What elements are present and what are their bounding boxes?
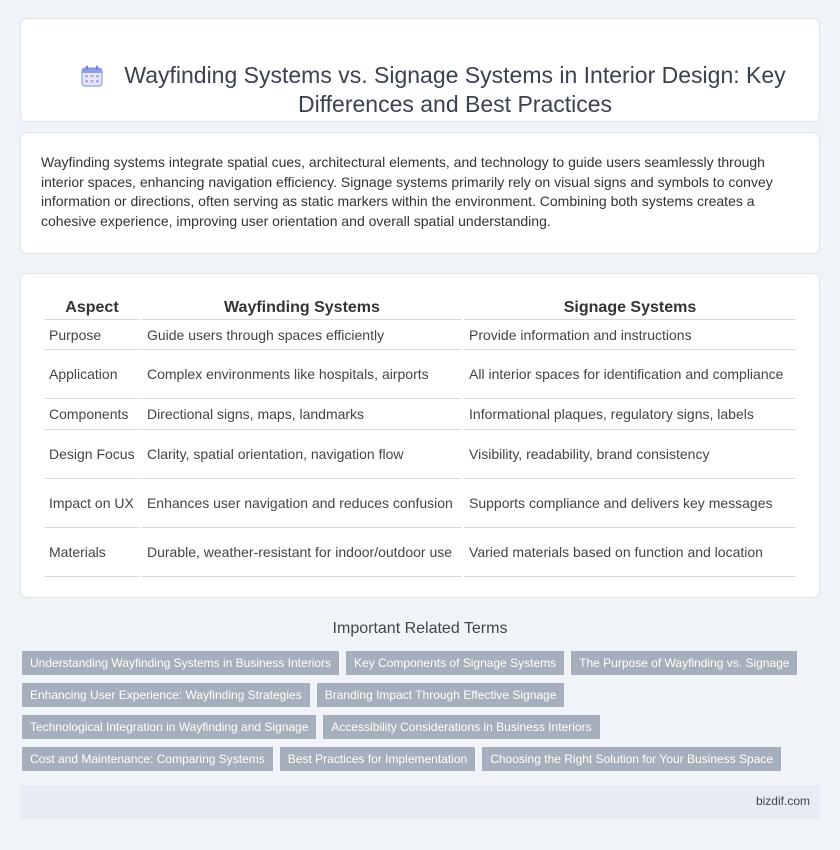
related-term-link[interactable]: Best Practices for Implementation — [280, 747, 475, 771]
related-term-link[interactable]: Technological Integration in Wayfinding and Signage — [22, 715, 316, 739]
cell-signage: Varied materials based on function and location — [464, 528, 796, 577]
related-term-link[interactable]: Branding Impact Through Effective Signage — [317, 683, 565, 707]
related-term-link[interactable]: Accessibility Considerations in Business Interiors — [323, 715, 599, 739]
cell-signage: Informational plaques, regulatory signs, labels — [464, 399, 796, 430]
cell-signage: Provide information and instructions — [464, 320, 796, 350]
tag-row — [22, 715, 822, 739]
calendar-icon — [81, 65, 103, 87]
cell-signage: Supports compliance and delivers key messages — [464, 479, 796, 528]
intro-paragraph: Wayfinding systems integrate spatial cues, architectural elements, and technology to guide users seamlessly through interior spaces, enhancing navigation efficiency. Signage systems primarily rely on visual signs and symbols to convey information or directions, often serving as static markers within the environment. Combining both systems creates a cohesive experience, improving user orientation and overall spatial understanding. — [41, 154, 773, 229]
table-row — [44, 528, 796, 577]
cell-signage: Visibility, readability, brand consistency — [464, 430, 796, 479]
table-row — [44, 320, 796, 350]
table-row — [44, 399, 796, 430]
tag-row — [22, 747, 822, 771]
cell-signage: All interior spaces for identification and compliance — [464, 350, 796, 399]
table-header-row — [44, 294, 796, 320]
tag-row — [22, 651, 822, 675]
related-term-link[interactable]: Cost and Maintenance: Comparing Systems — [22, 747, 273, 771]
related-term-link[interactable]: Enhancing User Experience: Wayfinding Strategies — [22, 683, 310, 707]
comparison-card — [20, 273, 820, 598]
cell-wayfinding: Enhances user navigation and reduces confusion — [142, 479, 462, 528]
related-term-link[interactable]: Key Components of Signage Systems — [346, 651, 564, 675]
footer — [20, 785, 820, 819]
related-terms-list — [22, 651, 822, 779]
cell-aspect: Purpose — [44, 320, 140, 350]
cell-wayfinding: Clarity, spatial orientation, navigation flow — [142, 430, 462, 479]
cell-aspect: Application — [44, 350, 140, 399]
cell-wayfinding: Guide users through spaces efficiently — [142, 320, 462, 350]
related-term-link[interactable]: Understanding Wayfinding Systems in Business Interiors — [22, 651, 339, 675]
header-signage: Signage Systems — [464, 294, 796, 320]
intro-card — [20, 132, 820, 254]
cell-wayfinding: Durable, weather-resistant for indoor/outdoor use — [142, 528, 462, 577]
table-row — [44, 430, 796, 479]
comparison-table — [42, 294, 798, 577]
related-term-link[interactable]: The Purpose of Wayfinding vs. Signage — [571, 651, 797, 675]
footer-site-name[interactable]: bizdif.com — [755, 794, 810, 808]
cell-aspect: Design Focus — [44, 430, 140, 479]
header-wayfinding: Wayfinding Systems — [142, 294, 462, 320]
title-card — [20, 18, 820, 122]
cell-aspect: Materials — [44, 528, 140, 577]
page-title: Wayfinding Systems vs. Signage Systems in Interior Design: Key Differences and Best Practices — [124, 62, 786, 117]
tag-row — [22, 683, 822, 707]
related-term-link[interactable]: Choosing the Right Solution for Your Business Space — [482, 747, 781, 771]
table-row — [44, 350, 796, 399]
cell-wayfinding: Directional signs, maps, landmarks — [142, 399, 462, 430]
cell-aspect: Components — [44, 399, 140, 430]
cell-wayfinding: Complex environments like hospitals, airports — [142, 350, 462, 399]
header-aspect: Aspect — [44, 294, 140, 320]
table-row — [44, 479, 796, 528]
cell-aspect: Impact on UX — [44, 479, 140, 528]
related-terms-title: Important Related Terms — [332, 620, 508, 637]
